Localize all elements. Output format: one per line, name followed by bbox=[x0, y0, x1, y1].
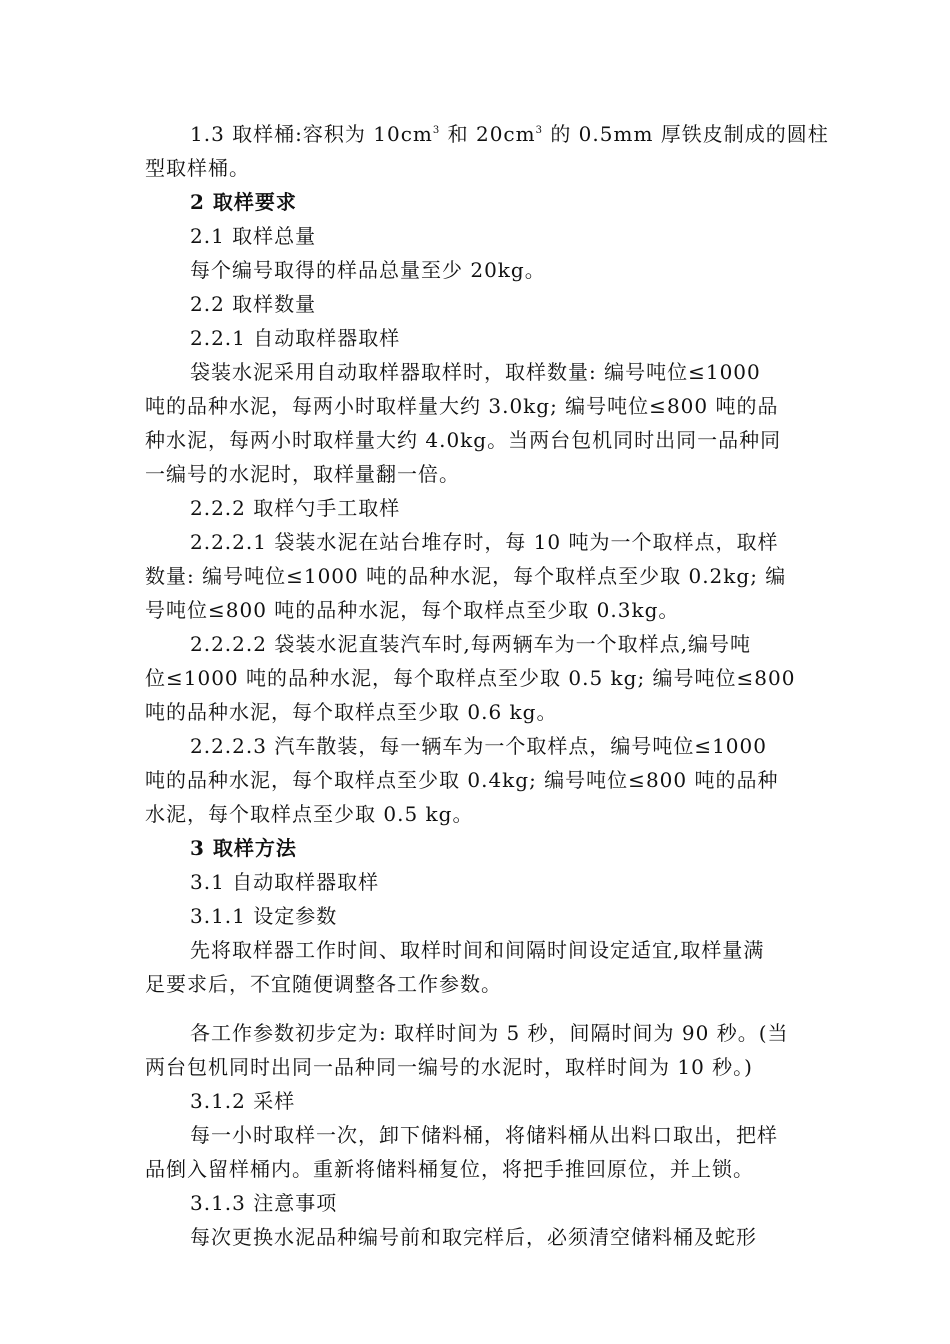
text-line: 每次更换水泥品种编号前和取完样后，必须清空储料桶及蛇形 bbox=[190, 1225, 757, 1249]
subsection-heading: 3.1.3 注意事项 bbox=[190, 1191, 338, 1215]
text-line: 一编号的水泥时，取样量翻一倍。 bbox=[145, 462, 460, 486]
text-line: 位≤1000 吨的品种水泥，每个取样点至少取 0.5 kg; 编号吨位≤800 bbox=[145, 666, 796, 690]
section-heading: 2 取样要求 bbox=[190, 190, 297, 214]
subsection-heading: 3.1.1 设定参数 bbox=[190, 904, 338, 928]
text-line: 水泥，每个取样点至少取 0.5 kg。 bbox=[145, 802, 474, 826]
text-line: 每个编号取得的样品总量至少 20kg。 bbox=[190, 258, 546, 282]
text-line: 先将取样器工作时间、取样时间和间隔时间设定适宜,取样量满 bbox=[190, 938, 765, 962]
text-line: 两台包机同时出同一品种同一编号的水泥时，取样时间为 10 秒。) bbox=[145, 1055, 753, 1079]
subsection-heading: 3.1 自动取样器取样 bbox=[190, 870, 380, 894]
subsection-heading: 2.2 取样数量 bbox=[190, 292, 317, 316]
text-line: 2.2.2.1 袋装水泥在站台堆存时，每 10 吨为一个取样点，取样 bbox=[190, 530, 779, 554]
text-line: 足要求后，不宜随便调整各工作参数。 bbox=[145, 972, 502, 996]
text-line: 每一小时取样一次，卸下储料桶，将储料桶从出料口取出，把样 bbox=[190, 1123, 778, 1147]
subsection-heading: 2.2.1 自动取样器取样 bbox=[190, 326, 401, 350]
text-line: 2.2.2.2 袋装水泥直装汽车时,每两辆车为一个取样点,编号吨 bbox=[190, 632, 752, 656]
text-line: 吨的品种水泥，每两小时取样量大约 3.0kg; 编号吨位≤800 吨的品 bbox=[145, 394, 779, 418]
text-line: 吨的品种水泥，每个取样点至少取 0.4kg; 编号吨位≤800 吨的品种 bbox=[145, 768, 779, 792]
text-line: 袋装水泥采用自动取样器取样时，取样数量: 编号吨位≤1000 bbox=[190, 360, 761, 384]
section-heading: 3 取样方法 bbox=[190, 836, 297, 860]
text-line: 数量: 编号吨位≤1000 吨的品种水泥，每个取样点至少取 0.2kg; 编 bbox=[145, 564, 787, 588]
text-line: 号吨位≤800 吨的品种水泥，每个取样点至少取 0.3kg。 bbox=[145, 598, 680, 622]
subsection-heading: 2.1 取样总量 bbox=[190, 224, 317, 248]
text-line: 型取样桶。 bbox=[145, 156, 250, 180]
text-line: 各工作参数初步定为: 取样时间为 5 秒，间隔时间为 90 秒。(当 bbox=[190, 1021, 789, 1045]
subsection-heading: 3.1.2 采样 bbox=[190, 1089, 296, 1113]
subsection-heading: 2.2.2 取样勺手工取样 bbox=[190, 496, 401, 520]
text-line: 品倒入留样桶内。重新将储料桶复位，将把手推回原位，并上锁。 bbox=[145, 1157, 754, 1181]
text-line: 2.2.2.3 汽车散装，每一辆车为一个取样点，编号吨位≤1000 bbox=[190, 734, 767, 758]
text-line: 1.3 取样桶:容积为 $10cm^3$ 和 $20cm^3$ 的 0.5mm 厚铁皮制成的圆柱 bbox=[190, 122, 829, 146]
text-line: 种水泥，每两小时取样量大约 4.0kg。当两台包机同时出同一品种同 bbox=[145, 428, 782, 452]
text-line: 吨的品种水泥，每个取样点至少取 0.6 kg。 bbox=[145, 700, 558, 724]
